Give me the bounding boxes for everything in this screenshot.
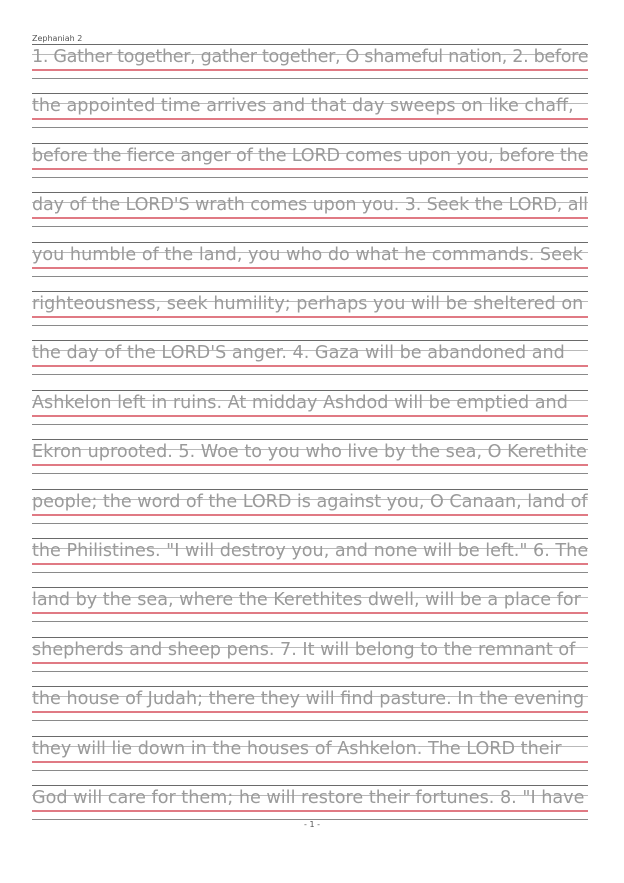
- bottom-guide-line: [32, 621, 588, 622]
- baseline: [32, 267, 588, 269]
- practice-row: [32, 93, 588, 133]
- trace-text-line: people; the word of the LORD is against you, O Canaan, land of: [32, 491, 588, 512]
- trace-text-line: the appointed time arrives and that day sweeps on like chaff,: [32, 96, 574, 117]
- baseline: [32, 563, 588, 565]
- top-guide-line: [32, 587, 588, 588]
- trace-text-line: day of the LORD'S wrath comes upon you. 3. Seek the LORD, all: [32, 195, 588, 216]
- trace-text-line: they will lie down in the houses of Ashkelon. The LORD their: [32, 738, 562, 759]
- trace-text-line: Ekron uprooted. 5. Woe to you who live by the sea, O Kerethite: [32, 442, 587, 463]
- practice-row: [32, 291, 588, 331]
- baseline: [32, 711, 588, 713]
- page-header: Zephaniah 2: [32, 34, 83, 43]
- top-guide-line: [32, 340, 588, 341]
- practice-row: [32, 538, 588, 578]
- trace-text-line: the Philistines. "I will destroy you, and none will be left." 6. The: [32, 541, 589, 561]
- bottom-guide-line: [32, 177, 588, 178]
- practice-row: [32, 736, 588, 776]
- practice-row: [32, 785, 588, 825]
- bottom-guide-line: [32, 523, 588, 524]
- bottom-guide-line: [32, 671, 588, 672]
- top-guide-line: [32, 686, 588, 687]
- bottom-guide-line: [32, 374, 588, 375]
- baseline: [32, 761, 588, 763]
- trace-text-line: 1. Gather together, gather together, O shameful nation, 2. before: [32, 47, 589, 67]
- baseline: [32, 69, 588, 71]
- practice-row: [32, 44, 588, 84]
- trace-text-line: Ashkelon left in ruins. At midday Ashdod will be emptied and: [32, 392, 568, 413]
- trace-text-line: the house of Judah; there they will find pasture. In the evening: [32, 689, 585, 710]
- bottom-guide-line: [32, 424, 588, 425]
- practice-row: [32, 489, 588, 529]
- top-guide-line: [32, 242, 588, 243]
- practice-row: [32, 587, 588, 627]
- top-guide-line: [32, 538, 588, 539]
- baseline: [32, 514, 588, 516]
- trace-text-line: righteousness, seek humility; perhaps you will be sheltered on: [32, 294, 584, 314]
- trace-text-line: shepherds and sheep pens. 7. It will belong to the remnant of: [32, 639, 576, 660]
- top-guide-line: [32, 44, 588, 45]
- bottom-guide-line: [32, 78, 588, 79]
- baseline: [32, 316, 588, 318]
- baseline: [32, 118, 588, 120]
- top-guide-line: [32, 785, 588, 786]
- baseline: [32, 810, 588, 812]
- baseline: [32, 365, 588, 367]
- baseline: [32, 217, 588, 219]
- top-guide-line: [32, 637, 588, 638]
- bottom-guide-line: [32, 276, 588, 277]
- top-guide-line: [32, 439, 588, 440]
- page-number: - 1 -: [304, 820, 320, 829]
- bottom-guide-line: [32, 770, 588, 771]
- top-guide-line: [32, 736, 588, 737]
- bottom-guide-line: [32, 325, 588, 326]
- baseline: [32, 612, 588, 614]
- top-guide-line: [32, 489, 588, 490]
- trace-text-line: land by the sea, where the Kerethites dwell, will be a place for: [32, 590, 581, 611]
- practice-row: [32, 390, 588, 430]
- practice-row: [32, 242, 588, 282]
- practice-row: [32, 340, 588, 380]
- baseline: [32, 464, 588, 466]
- baseline: [32, 662, 588, 664]
- top-guide-line: [32, 93, 588, 94]
- practice-row: [32, 439, 588, 479]
- top-guide-line: [32, 143, 588, 144]
- practice-row: [32, 143, 588, 183]
- bottom-guide-line: [32, 127, 588, 128]
- trace-text-line: the day of the LORD'S anger. 4. Gaza will be abandoned and: [32, 343, 565, 364]
- bottom-guide-line: [32, 473, 588, 474]
- trace-text-line: God will care for them; he will restore their fortunes. 8. "I have: [32, 788, 585, 808]
- top-guide-line: [32, 192, 588, 193]
- practice-row: [32, 637, 588, 677]
- bottom-guide-line: [32, 226, 588, 227]
- bottom-guide-line: [32, 720, 588, 721]
- baseline: [32, 415, 588, 417]
- trace-text-line: you humble of the land, you who do what he commands. Seek: [32, 244, 583, 265]
- practice-row: [32, 192, 588, 232]
- bottom-guide-line: [32, 572, 588, 573]
- top-guide-line: [32, 390, 588, 391]
- practice-row: [32, 686, 588, 726]
- trace-text-line: before the fierce anger of the LORD comes upon you, before the: [32, 145, 589, 166]
- baseline: [32, 168, 588, 170]
- top-guide-line: [32, 291, 588, 292]
